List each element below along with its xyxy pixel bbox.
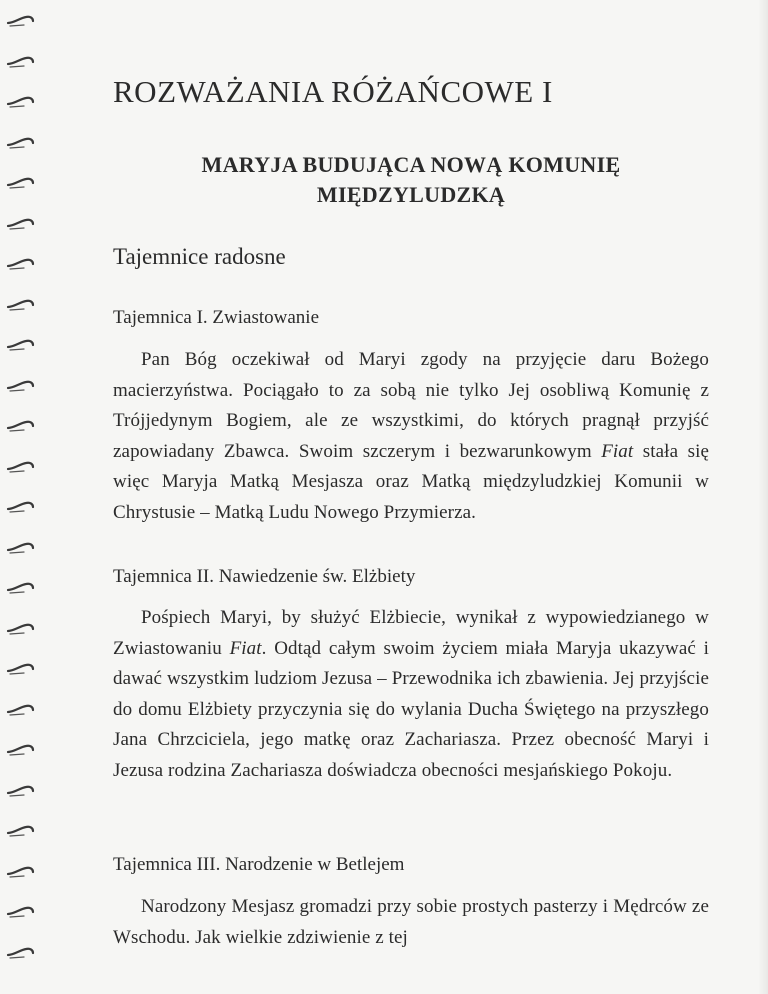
mystery-heading-1: Tajemnica I. Zwiastowanie xyxy=(113,307,320,328)
binding-ring xyxy=(6,460,36,474)
binding-ring xyxy=(6,865,36,879)
page-edge-shadow xyxy=(758,0,768,994)
section-heading: Tajemnice radosne xyxy=(113,244,286,269)
binding-ring xyxy=(6,581,36,595)
spiral-binding xyxy=(0,0,44,994)
binding-ring xyxy=(6,824,36,838)
subtitle-line-2: MIĘDZYLUDZKĄ xyxy=(316,182,506,207)
mystery-paragraph-2: Pośpiech Maryi, by służyć Elżbiecie, wynikał z wypowiedzianego w Zwiastowaniu Fiat. Odtąd całym swoim życiem miała Maryja ukazywać i dawać wszystkim ludziom Jezusa – Przewodnika ich zbawienia. Jej przyjście do domu Elżbiety przyczynia się do wylania Ducha Świętego na przyszłego Jana Chrzciciela, jego matkę oraz Zachariasza. Przez obecność Maryi i Jezusa rodzina Zachariasza doświadcza obecności mesjańskiego Pokoju. xyxy=(113,607,709,781)
binding-ring xyxy=(6,298,36,312)
binding-ring xyxy=(6,379,36,393)
binding-ring xyxy=(6,784,36,798)
binding-ring xyxy=(6,55,36,69)
page-title: ROZWAŻANIA RÓŻAŃCOWE I xyxy=(113,74,553,109)
binding-ring xyxy=(6,14,36,28)
mystery-paragraph-1: Pan Bóg oczekiwał od Maryi zgody na przyjęcie daru Bożego macierzyństwa. Pociągało to za sobą nie tylko Jej osobliwą Komunię z Trójjedynym Bogiem, ale ze wszystkimi, do których pragnął przyjść zapowiadany Zbawca. Swoim szczerym i bezwarunkowym Fiat stała się więc Maryja Matką Mesjasza oraz Matką międzyludzkiej Komunii w Chrystusie – Matką Ludu Nowego Przymierza. xyxy=(113,349,709,523)
binding-ring xyxy=(6,703,36,717)
binding-ring xyxy=(6,217,36,231)
mystery-paragraph-3: Narodzony Mesjasz gromadzi przy sobie prostych pasterzy i Mędrców ze Wschodu. Jak wielkie zdziwienie z tej xyxy=(113,896,709,948)
page-subtitle xyxy=(113,150,709,210)
binding-ring xyxy=(6,136,36,150)
mystery-heading-2: Tajemnica II. Nawiedzenie św. Elżbiety xyxy=(113,566,416,587)
binding-ring xyxy=(6,662,36,676)
binding-ring xyxy=(6,541,36,555)
binding-ring xyxy=(6,500,36,514)
mystery-heading-3: Tajemnica III. Narodzenie w Betlejem xyxy=(113,854,405,875)
binding-ring xyxy=(6,95,36,109)
binding-ring xyxy=(6,176,36,190)
subtitle-line-1: MARYJA BUDUJĄCA NOWĄ KOMUNIĘ xyxy=(201,152,621,177)
binding-ring xyxy=(6,622,36,636)
binding-ring xyxy=(6,905,36,919)
binding-ring xyxy=(6,257,36,271)
binding-ring xyxy=(6,419,36,433)
binding-ring xyxy=(6,946,36,960)
binding-ring xyxy=(6,338,36,352)
binding-ring xyxy=(6,743,36,757)
